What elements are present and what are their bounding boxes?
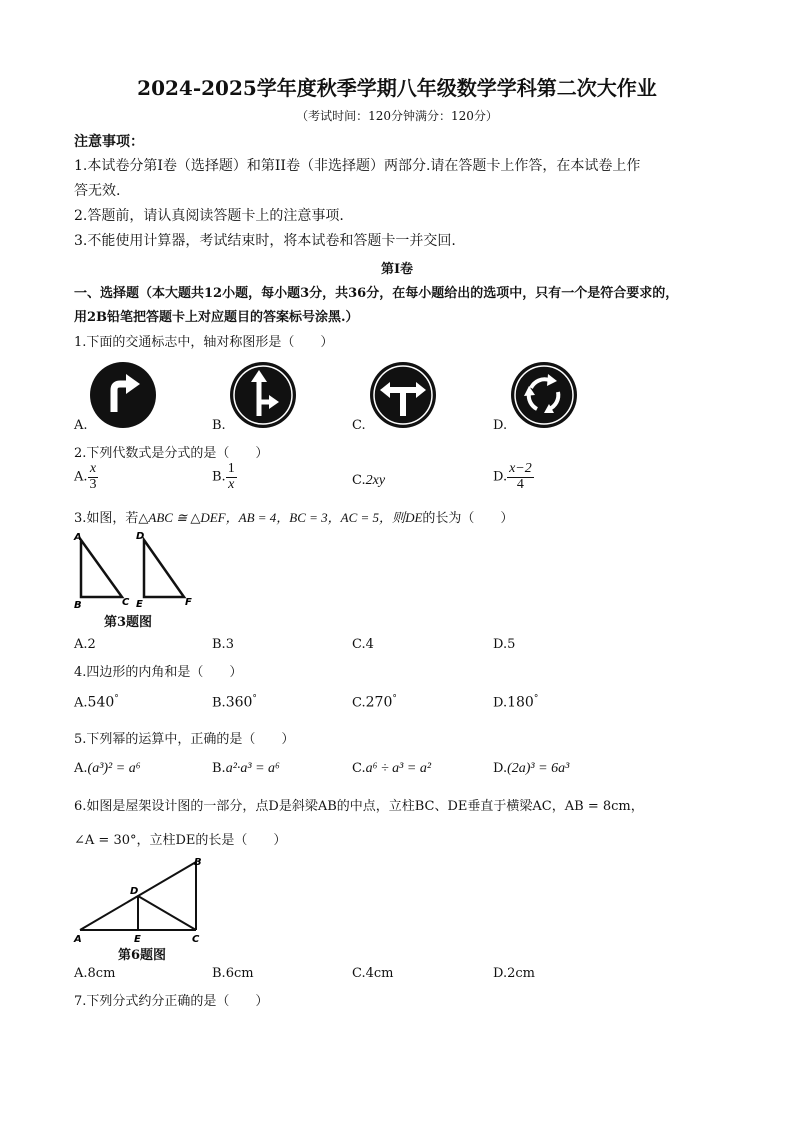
q4-option-a-value: 540 bbox=[87, 694, 115, 711]
q3-point-a: A bbox=[74, 532, 82, 543]
q6-option-c bbox=[352, 966, 394, 981]
q7-stem: 7.下列分式约分正确的是（ ） bbox=[74, 994, 269, 1009]
q1-option-a-label: A. bbox=[74, 418, 88, 433]
q3-congruence: △ABC ≅ △DEF bbox=[138, 510, 226, 525]
notes-item-1-line-2: 答无效. bbox=[74, 183, 121, 199]
q4-option-a-label: A. bbox=[74, 695, 88, 711]
q6-point-e: E bbox=[134, 934, 141, 944]
q6-option-d-value: 2cm bbox=[507, 966, 535, 981]
q2-option-c-expression: 2xy bbox=[365, 473, 386, 488]
q3-option-b-value: 3 bbox=[225, 637, 234, 652]
q6-option-b bbox=[212, 966, 254, 981]
q4-option-b-label: B. bbox=[212, 695, 226, 711]
q6-stem-line-1: 6.如图是屋架设计图的一部分，点D是斜梁AB的中点，立柱BC、DE垂直于横梁AC，AB = 8cm， bbox=[74, 799, 644, 814]
q3-option-c-value: 4 bbox=[365, 637, 374, 652]
q1-option-b-label: B. bbox=[212, 418, 226, 433]
q2-option-d-numerator: x−2 bbox=[509, 461, 532, 476]
q2-option-a-denominator: 3 bbox=[89, 476, 97, 492]
straight-or-right-arrow-icon bbox=[228, 360, 298, 430]
q2-option-b bbox=[212, 462, 237, 492]
section-heading-line-1: 一、选择题（本大题共12小题，每小题3分，共36分，在每小题给出的选项中，只有一个是符合要求的， bbox=[74, 286, 679, 301]
left-or-right-arrow-icon bbox=[368, 360, 438, 430]
q3-option-d-label: D. bbox=[493, 637, 508, 652]
q3-option-d bbox=[493, 637, 515, 652]
q1-stem: 1.下面的交通标志中，轴对称图形是（ ） bbox=[74, 335, 334, 350]
q3-stem-prefix: 3.如图，若 bbox=[74, 511, 139, 526]
q2-option-a-label: A. bbox=[74, 469, 88, 485]
q2-option-d-label: D. bbox=[493, 469, 508, 485]
roundabout-icon bbox=[509, 360, 579, 430]
q6-point-b: B bbox=[194, 857, 202, 868]
notes-item-3: 3.不能使用计算器，考试结束时，将本试卷和答题卡一并交回. bbox=[74, 233, 456, 249]
q2-option-c-label: C. bbox=[352, 473, 366, 488]
q5-option-a-label: A. bbox=[74, 761, 88, 776]
q1-option-c-label: C. bbox=[352, 418, 366, 433]
page-title: 2024-2025学年度秋季学期八年级数学学科第二次大作业 bbox=[137, 76, 657, 100]
q5-option-b bbox=[212, 761, 280, 777]
exam-info: （考试时间：120分钟满分：120分） bbox=[296, 109, 498, 123]
q2-option-b-numerator: 1 bbox=[227, 461, 235, 476]
q6-figure-truss bbox=[70, 852, 210, 944]
q5-option-b-expression: a²·a³ = a⁶ bbox=[225, 761, 280, 776]
q3-point-b: B bbox=[74, 600, 82, 610]
q2-option-a bbox=[74, 462, 99, 492]
q2-option-b-fraction bbox=[226, 462, 237, 492]
q3-option-d-value: 5 bbox=[507, 637, 516, 652]
q5-option-c-expression: a⁶ ÷ a³ = a² bbox=[365, 761, 432, 776]
q3-option-c bbox=[352, 637, 374, 652]
q5-option-b-label: B. bbox=[212, 761, 226, 776]
q3-point-f: F bbox=[185, 597, 192, 608]
q5-option-a-expression: (a³)² = a⁶ bbox=[87, 761, 141, 776]
q2-option-b-denominator: x bbox=[228, 476, 235, 492]
q4-option-d-degree: ° bbox=[533, 694, 539, 704]
q3-figure-caption: 第3题图 bbox=[104, 615, 153, 630]
q5-stem: 5.下列幂的运算中，正确的是（ ） bbox=[74, 732, 295, 747]
notes-item-1-line-1: 1.本试卷分第I卷（选择题）和第II卷（非选择题）两部分.请在答题卡上作答，在本试卷上作 bbox=[74, 158, 641, 174]
q4-option-b bbox=[212, 694, 257, 710]
q4-option-d-label: D. bbox=[493, 695, 508, 711]
q3-option-a bbox=[74, 637, 96, 652]
turn-right-arrow-icon bbox=[88, 360, 158, 430]
q4-option-d-value: 180 bbox=[507, 694, 534, 711]
q6-point-d: D bbox=[130, 886, 139, 897]
q3-option-a-value: 2 bbox=[87, 637, 96, 652]
q3-point-e: E bbox=[136, 599, 143, 610]
q3-option-b-label: B. bbox=[212, 637, 226, 652]
q3-figure-triangles bbox=[72, 530, 202, 610]
q6-option-b-label: B. bbox=[212, 966, 226, 981]
q4-option-b-value: 360 bbox=[225, 694, 253, 711]
q3-point-d: D bbox=[136, 531, 145, 542]
notes-heading: 注意事项： bbox=[74, 134, 144, 150]
section-heading-line-2: 用2B铅笔把答题卡上对应题目的答案标号涂黑.） bbox=[74, 310, 359, 325]
q6-option-c-label: C. bbox=[352, 966, 366, 981]
q6-option-b-value: 6cm bbox=[225, 966, 254, 981]
q6-option-d-label: D. bbox=[493, 966, 508, 981]
q5-option-a bbox=[74, 761, 141, 777]
q3-stem bbox=[74, 507, 513, 526]
q4-option-c-value: 270 bbox=[365, 694, 393, 711]
q2-option-d-fraction bbox=[507, 462, 534, 492]
q4-option-c bbox=[352, 694, 397, 710]
q6-point-c: C bbox=[192, 934, 200, 944]
q6-option-c-value: 4cm bbox=[365, 966, 394, 981]
q4-option-c-degree: ° bbox=[392, 694, 397, 704]
q5-option-d-label: D. bbox=[493, 761, 508, 776]
q6-option-a-label: A. bbox=[74, 966, 88, 981]
q6-point-a: A bbox=[74, 934, 82, 944]
q6-option-a-value: 8cm bbox=[87, 966, 116, 981]
q4-option-d bbox=[493, 694, 538, 710]
q2-stem: 2.下列代数式是分式的是（ ） bbox=[74, 446, 269, 461]
q6-option-d bbox=[493, 966, 535, 981]
q2-option-c bbox=[352, 473, 385, 489]
q5-option-c bbox=[352, 761, 431, 777]
q3-target: DE bbox=[405, 510, 423, 525]
q3-given: ，AB = 4，BC = 3，AC = 5，则 bbox=[225, 510, 406, 525]
q1-option-d-label: D. bbox=[493, 418, 508, 433]
q3-option-a-label: A. bbox=[74, 637, 88, 652]
q3-option-c-label: C. bbox=[352, 637, 366, 652]
q5-option-c-label: C. bbox=[352, 761, 366, 776]
q4-option-b-degree: ° bbox=[252, 694, 257, 704]
notes-item-2: 2.答题前，请认真阅读答题卡上的注意事项. bbox=[74, 208, 344, 224]
q4-option-a-degree: ° bbox=[114, 694, 119, 704]
q6-stem-line-2: ∠A = 30°，立柱DE的长是（ ） bbox=[74, 833, 287, 848]
q6-figure-caption: 第6题图 bbox=[118, 948, 167, 963]
q4-stem: 4.四边形的内角和是（ ） bbox=[74, 665, 243, 680]
q3-point-c: C bbox=[122, 597, 130, 608]
q5-option-d-expression: (2a)³ = 6a³ bbox=[507, 761, 570, 776]
q2-option-b-label: B. bbox=[212, 469, 226, 485]
q3-stem-suffix: 的长为（ ） bbox=[422, 511, 514, 526]
q2-option-a-numerator: x bbox=[89, 461, 97, 476]
volume-heading: 第I卷 bbox=[380, 262, 414, 277]
q5-option-d bbox=[493, 761, 569, 777]
q4-option-c-label: C. bbox=[352, 695, 366, 711]
q3-option-b bbox=[212, 637, 234, 652]
q2-option-d-denominator: 4 bbox=[516, 476, 524, 492]
q6-option-a bbox=[74, 966, 115, 981]
q2-option-a-fraction bbox=[88, 462, 99, 492]
q2-option-d bbox=[493, 462, 534, 492]
q4-option-a bbox=[74, 694, 119, 710]
